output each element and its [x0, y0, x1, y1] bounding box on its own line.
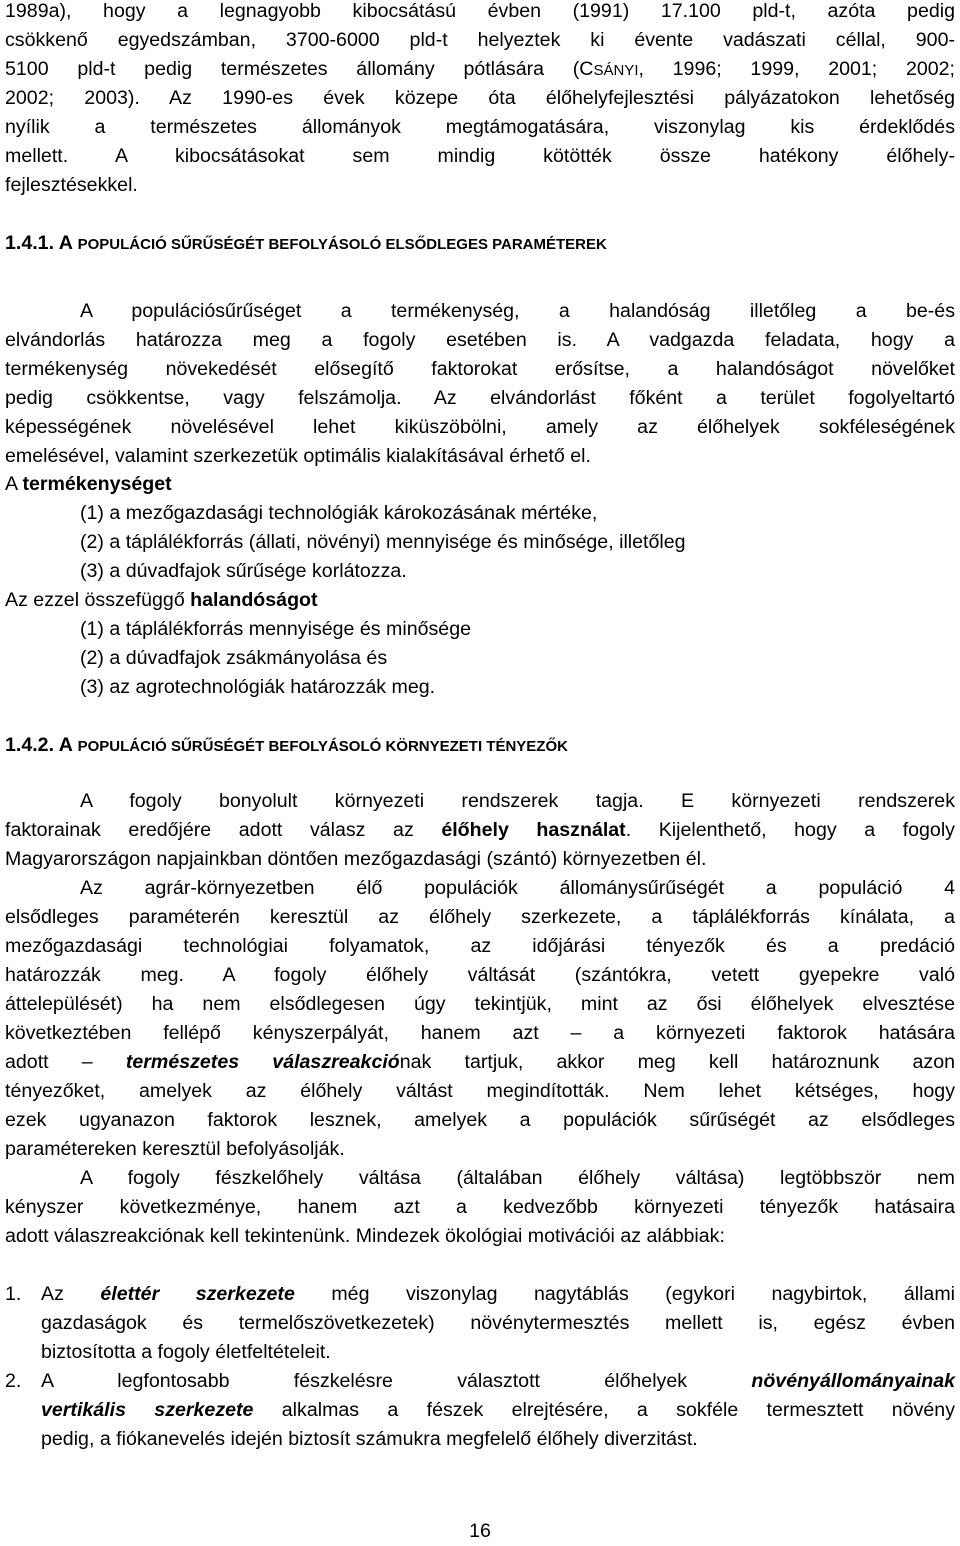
body-text-line: emelésével, valamint szerkezetük optimális kialakításával érhető el. — [5, 445, 591, 467]
body-text-line: következtében fellépő kényszerpályát, hanem azt – a környezeti faktorok hatására — [5, 1022, 955, 1044]
body-text-line: Magyarországon napjainkban döntően mezőgazdasági (szántó) környezetben él. — [5, 848, 707, 870]
page-number: 16 — [469, 1520, 491, 1542]
list-item: (3) az agrotechnológiák határozzák meg. — [80, 676, 436, 698]
author-smallcaps: SÁNYI — [593, 62, 639, 79]
body-text-line: A fogoly bonyolult környezeti rendszerek tagja. E környezeti rendszerek — [80, 790, 955, 812]
body-text-line: 1989a), hogy a legnagyobb kibocsátású évben (1991) 17.100 pld-t, azóta pedig — [5, 0, 955, 22]
habitat-use-term: élőhely használat — [441, 819, 626, 841]
body-text-line — [5, 55, 955, 84]
mortality-label — [5, 586, 955, 615]
text-span: . Kijelenthető, hogy a fogoly — [625, 819, 955, 841]
text-span: , 1996; 1999, 2001; 2002; — [638, 58, 955, 80]
list-item: (3) a dúvadfajok sűrűsége korlátozza. — [80, 560, 407, 582]
body-text-line: termékenység növekedését elősegítő faktorokat erősítse, a halandóságot növelőket — [5, 358, 955, 380]
body-text-line: tényezőket, amelyek az élőhely váltást megindították. Nem lehet kétséges, hogy — [5, 1080, 955, 1102]
text-span: Az ezzel összefüggő — [5, 589, 191, 611]
body-text-line: határozzák meg. A fogoly élőhely váltását (szántókra, vetett gyepekre való — [5, 964, 955, 986]
body-text-line: A populációsűrűséget a termékenység, a halandóság illetőleg a be-és — [80, 300, 955, 322]
text-span: A — [5, 473, 23, 495]
text-span: faktorainak eredőjére adott válasz az — [5, 819, 442, 841]
body-text-line: képességének növelésével lehet kiküszöbölni, amely az élőhelyek sokféleségének — [5, 416, 955, 438]
natural-response-term: természetes válaszreakció — [125, 1051, 400, 1073]
body-text-line: ezek ugyanazon faktorok lesznek, amelyek a populációk sűrűségét az elsődleges — [5, 1109, 955, 1131]
list-item: (2) a táplálékforrás (állati, növényi) mennyisége és minősége, illetőleg — [80, 531, 686, 553]
body-text-line: paramétereken keresztül befolyásolják. — [5, 1138, 345, 1160]
body-text-line: áttelepülését) ha nem elsődlegesen úgy tekintjük, mint az ősi élőhelyek elvesztése — [5, 993, 955, 1015]
list-item: (1) a mezőgazdasági technológiák károkozásának mértéke, — [80, 502, 598, 524]
list-item-text — [41, 1367, 955, 1396]
list-item-text: pedig, a fiókanevelés idején biztosít számukra megfelelő élőhely diverzitást. — [41, 1428, 698, 1450]
body-text-line: adott válaszreakciónak kell tekintenünk. Mindezek ökológiai motivációi az alábbiak: — [5, 1225, 725, 1247]
vegetation-term: növényállományainak — [751, 1370, 955, 1392]
body-text-line: elvándorlás határozza meg a fogoly esetében is. A vadgazda feladata, hogy a — [5, 329, 955, 351]
body-text-line: 2002; 2003). Az 1990-es évek közepe óta élőhelyfejlesztési pályázatokon lehetőség — [5, 87, 955, 109]
body-text-line: Az agrár-környezetben élő populációk állománysűrűségét a populáció 4 — [80, 877, 955, 899]
living-space-term: élettér szerkezete — [100, 1283, 295, 1305]
list-item-text: gazdaságok és termelőszövetkezetek) növénytermesztés mellett is, egész évben — [41, 1312, 955, 1334]
fertility-term: termékenységet — [22, 473, 172, 495]
body-text-line: pedig csökkentse, vagy felszámolja. Az elvándorlást főként a terület fogolyeltartó — [5, 387, 955, 409]
text-span: alkalmas a fészek elrejtésére, a sokféle termesztett növény — [253, 1399, 955, 1421]
section-number: 1.4.1. — [5, 232, 59, 254]
text-span: adott – — [5, 1051, 126, 1073]
body-text-line: mezőgazdasági technológiai folyamatok, az időjárási tényezők és a predáció — [5, 935, 955, 957]
mortality-term: halandóságot — [190, 589, 318, 611]
body-text-line: nyílik a természetes állományok megtámogatására, viszonylag kis érdeklődés — [5, 116, 955, 138]
text-span: még viszonylag nagytáblás (egykori nagybirtok, állami — [294, 1283, 955, 1305]
body-text-line: elsődleges paraméterén keresztül az élőhely szerkezete, a táplálékforrás kínálata, a — [5, 906, 955, 928]
list-item-text — [41, 1396, 955, 1425]
heading-initial: A — [58, 232, 78, 254]
list-item: (1) a táplálékforrás mennyisége és minősége — [80, 618, 471, 640]
list-number: 2. — [5, 1370, 22, 1392]
list-item: (2) a dúvadfajok zsákmányolása és — [80, 647, 388, 669]
section-number: 1.4.2. — [5, 734, 59, 756]
text-span: Az — [41, 1283, 101, 1305]
list-item-text: biztosította a fogoly életfeltételeit. — [41, 1341, 331, 1363]
body-text-line: kényszer következménye, hanem azt a kedvezőbb környezeti tényezők hatásaira — [5, 1196, 955, 1218]
body-text-line — [5, 816, 955, 845]
body-text-line: mellett. A kibocsátásokat sem mindig kötötték össze hatékony élőhely- — [5, 145, 955, 167]
vertical-structure-term: vertikális szerkezete — [41, 1399, 254, 1421]
heading-initial: A — [58, 734, 78, 756]
body-text-line: fejlesztésekkel. — [5, 174, 138, 196]
text-span: A legfontosabb fészkelésre választott élőhelyek — [41, 1370, 752, 1392]
body-text-line — [5, 1048, 955, 1077]
section-heading-1-4-2 — [5, 731, 955, 760]
fertility-label — [5, 470, 955, 499]
heading-title: POPULÁCIÓ SŰRŰSÉGÉT BEFOLYÁSOLÓ KÖRNYEZETI TÉNYEZŐK — [77, 738, 568, 755]
body-text-line: csökkenő egyedszámban, 3700-6000 pld-t helyeztek ki évente vadászati céllal, 900- — [5, 29, 955, 51]
section-heading-1-4-1 — [5, 229, 955, 258]
heading-title: POPULÁCIÓ SŰRŰSÉGÉT BEFOLYÁSOLÓ ELSŐDLEGES PARAMÉTEREK — [77, 236, 607, 253]
list-item-text — [41, 1280, 955, 1309]
list-number: 1. — [5, 1283, 22, 1305]
body-text-line: A fogoly fészkelőhely váltása (általában élőhely váltása) legtöbbször nem — [80, 1167, 955, 1189]
text-span: 5100 pld-t pedig természetes állomány pótlására (C — [5, 58, 594, 80]
text-span: nak tartjuk, akkor meg kell határoznunk azon — [399, 1051, 955, 1073]
